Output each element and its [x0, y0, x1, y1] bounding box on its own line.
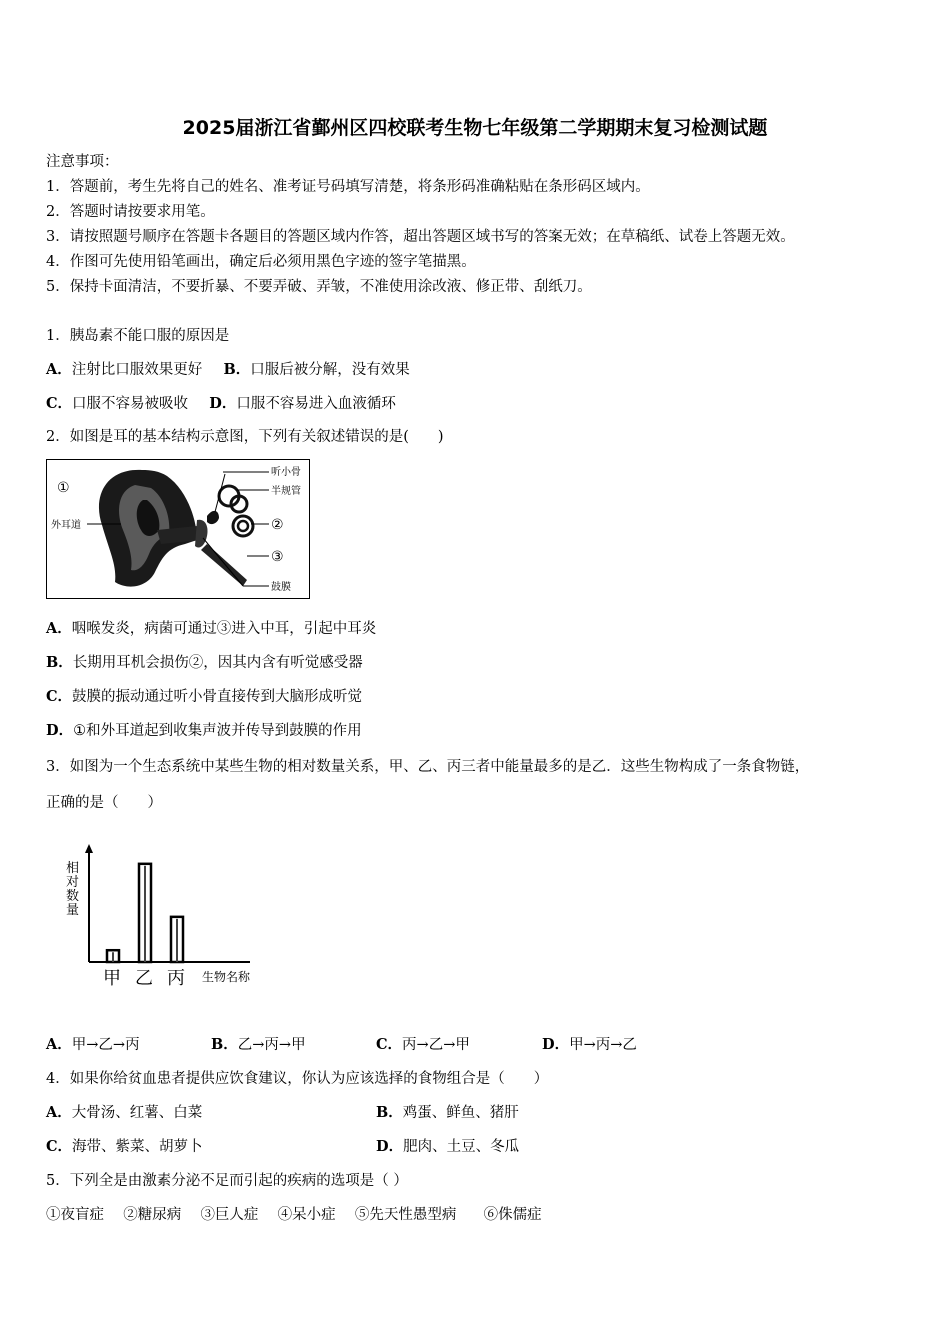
q3-option-a-key: A． — [46, 1036, 72, 1053]
chart-ylabel — [66, 860, 79, 918]
notice-item-4: 4．作图可先使用铅笔画出，确定后必须用黑色字迹的签字笔描黑。 — [46, 254, 476, 270]
q2-option-b-key: B． — [46, 654, 73, 671]
q3-option-c-cell — [376, 1036, 542, 1054]
q4-stem: 4．如果你给贫血患者提供应饮食建议，你认为应该选择的食物组合是（ ） — [46, 1071, 549, 1087]
y-label-char: 数 — [66, 889, 80, 904]
q4-option-b-cell — [376, 1105, 519, 1121]
q4-option-b: 鸡蛋、鲜鱼、猪肝 — [402, 1105, 519, 1121]
q4-option-a-key: A． — [46, 1104, 72, 1121]
q4-option-d: 肥肉、土豆、冬瓜 — [403, 1139, 520, 1155]
x-tick-甲: 甲 — [103, 968, 121, 989]
page-title: 2025届浙江省鄞州区四校联考生物七年级第二学期期末复习检测试题 — [182, 117, 768, 139]
q3-option-a-cell — [46, 1036, 211, 1054]
q5-items — [46, 1206, 542, 1224]
q1-options-cd — [46, 395, 396, 413]
q4-option-c: 海带、紫菜、胡萝卜 — [72, 1139, 203, 1155]
chart-y-arrow — [85, 844, 93, 853]
ear-diagram-svg — [47, 460, 309, 598]
q3-option-d-cell — [542, 1037, 637, 1053]
q5-stem: 5．下列全是由激素分泌不足而引起的疾病的选项是（ ） — [46, 1173, 408, 1189]
q3-option-b-key: B． — [211, 1036, 238, 1053]
notice-item-3: 3．请按照题号顺序在答题卡各题目的答题区域内作答，超出答题区域书写的答案无效；在草稿纸、试卷上答题无效。 — [46, 229, 795, 245]
q2-stem: 2．如图是耳的基本结构示意图，下列有关叙述错误的是( ) — [46, 429, 444, 445]
y-label-char: 对 — [66, 875, 80, 890]
q4-option-a: 大骨汤、红薯、白菜 — [71, 1105, 203, 1121]
q3-option-b-cell — [211, 1036, 376, 1054]
q5-item-3: ③巨人症 — [200, 1207, 259, 1223]
q4-option-c-cell — [46, 1138, 376, 1156]
y-label-char: 相 — [66, 861, 80, 876]
notice-item-2: 2．答题时请按要求用笔。 — [46, 204, 215, 220]
chart-x-ticks — [103, 968, 185, 989]
q2-option-d-line — [46, 722, 362, 740]
q3-option-c: 丙→乙→甲 — [402, 1037, 470, 1053]
q4-option-c-key: C． — [46, 1138, 73, 1155]
q3-stem-line1: 3．如图为一个生态系统中某些生物的相对数量关系，甲、乙、丙三者中能量最多的是乙．这些生物构成了一条食物链， — [46, 759, 810, 775]
q2-option-d-key: D． — [46, 722, 74, 739]
q1-options-ab — [46, 361, 410, 379]
ear-label-eardrum: 鼓膜 — [271, 582, 291, 593]
q2-option-c-key: C． — [46, 688, 73, 705]
q3-options — [46, 1036, 637, 1054]
q5-item-4: ④呆小症 — [277, 1207, 336, 1223]
q2-option-c-line — [46, 688, 362, 706]
q4-option-a-cell — [46, 1104, 376, 1122]
q1-option-c: 口服不容易被吸收 — [72, 396, 189, 412]
bar-chart-svg — [60, 838, 290, 998]
q4-option-b-key: B． — [376, 1104, 403, 1121]
notice-heading: 注意事项： — [46, 154, 119, 170]
q4-options-ab — [46, 1104, 519, 1122]
y-label-char: 量 — [66, 903, 80, 918]
q1-option-a: 注射比口服效果更好 — [71, 362, 203, 378]
q1-option-b: 口服后被分解，没有效果 — [250, 362, 410, 378]
notice-item-5: 5．保持卡面清洁，不要折暴、不要弄破、弄皱，不准使用涂改液、修正带、刮纸刀。 — [46, 279, 592, 295]
q2-option-d: ①和外耳道起到收集声波并传导到鼓膜的作用 — [73, 723, 362, 739]
q5-item-2: ②糖尿病 — [123, 1207, 182, 1223]
q3-option-d: 甲→丙→乙 — [569, 1037, 637, 1053]
q4-option-d-cell — [376, 1139, 519, 1155]
q3-stem-line2: 正确的是（ ） — [46, 795, 162, 811]
x-tick-乙: 乙 — [135, 968, 153, 989]
ear-label-2: ② — [271, 517, 284, 533]
q2-option-a-key: A． — [46, 620, 72, 637]
ear-diagram — [46, 459, 310, 599]
bar-chart — [60, 838, 290, 998]
q5-item-1: ①夜盲症 — [46, 1207, 104, 1223]
ear-label-outer-canal: 外耳道 — [51, 520, 81, 531]
q2-option-a: 咽喉发炎，病菌可通过③进入中耳，引起中耳炎 — [71, 621, 377, 637]
q1-option-a-key: A． — [46, 361, 72, 378]
q1-option-d: 口服不容易进入血液循环 — [236, 396, 396, 412]
q3-option-d-key: D． — [542, 1036, 570, 1053]
q5-item-6: ⑥侏儒症 — [483, 1207, 542, 1223]
q2-option-a-line — [46, 620, 376, 638]
q1-option-d-key: D． — [209, 395, 237, 412]
q3-option-b: 乙→丙→甲 — [237, 1037, 306, 1053]
chart-xlabel: 生物名称 — [202, 970, 251, 984]
q3-option-c-key: C． — [376, 1036, 403, 1053]
ear-label-1: ① — [57, 480, 70, 496]
q3-option-a: 甲→乙→丙 — [71, 1037, 140, 1053]
ear-label-ossicles: 听小骨 — [271, 467, 301, 478]
q2-option-c: 鼓膜的振动通过听小骨直接传到大脑形成听觉 — [72, 689, 363, 705]
q1-option-c-key: C． — [46, 395, 73, 412]
q4-option-d-key: D． — [376, 1138, 404, 1155]
x-tick-丙: 丙 — [167, 968, 185, 989]
q1-option-b-key: B． — [223, 361, 251, 378]
q5-item-5: ⑤先天性愚型病 — [354, 1207, 457, 1223]
ear-label-canals: 半规管 — [271, 486, 301, 497]
q2-option-b: 长期用耳机会损伤②，因其内含有听觉感受器 — [72, 655, 363, 671]
q2-option-b-line — [46, 654, 363, 672]
notice-item-1: 1．答题前，考生先将自己的姓名、准考证号码填写清楚，将条形码准确粘贴在条形码区域内。 — [46, 179, 650, 195]
chart-bars — [107, 864, 183, 962]
ear-label-3: ③ — [271, 549, 284, 565]
q1-stem: 1．胰岛素不能口服的原因是 — [46, 328, 230, 344]
q4-options-cd — [46, 1138, 519, 1156]
